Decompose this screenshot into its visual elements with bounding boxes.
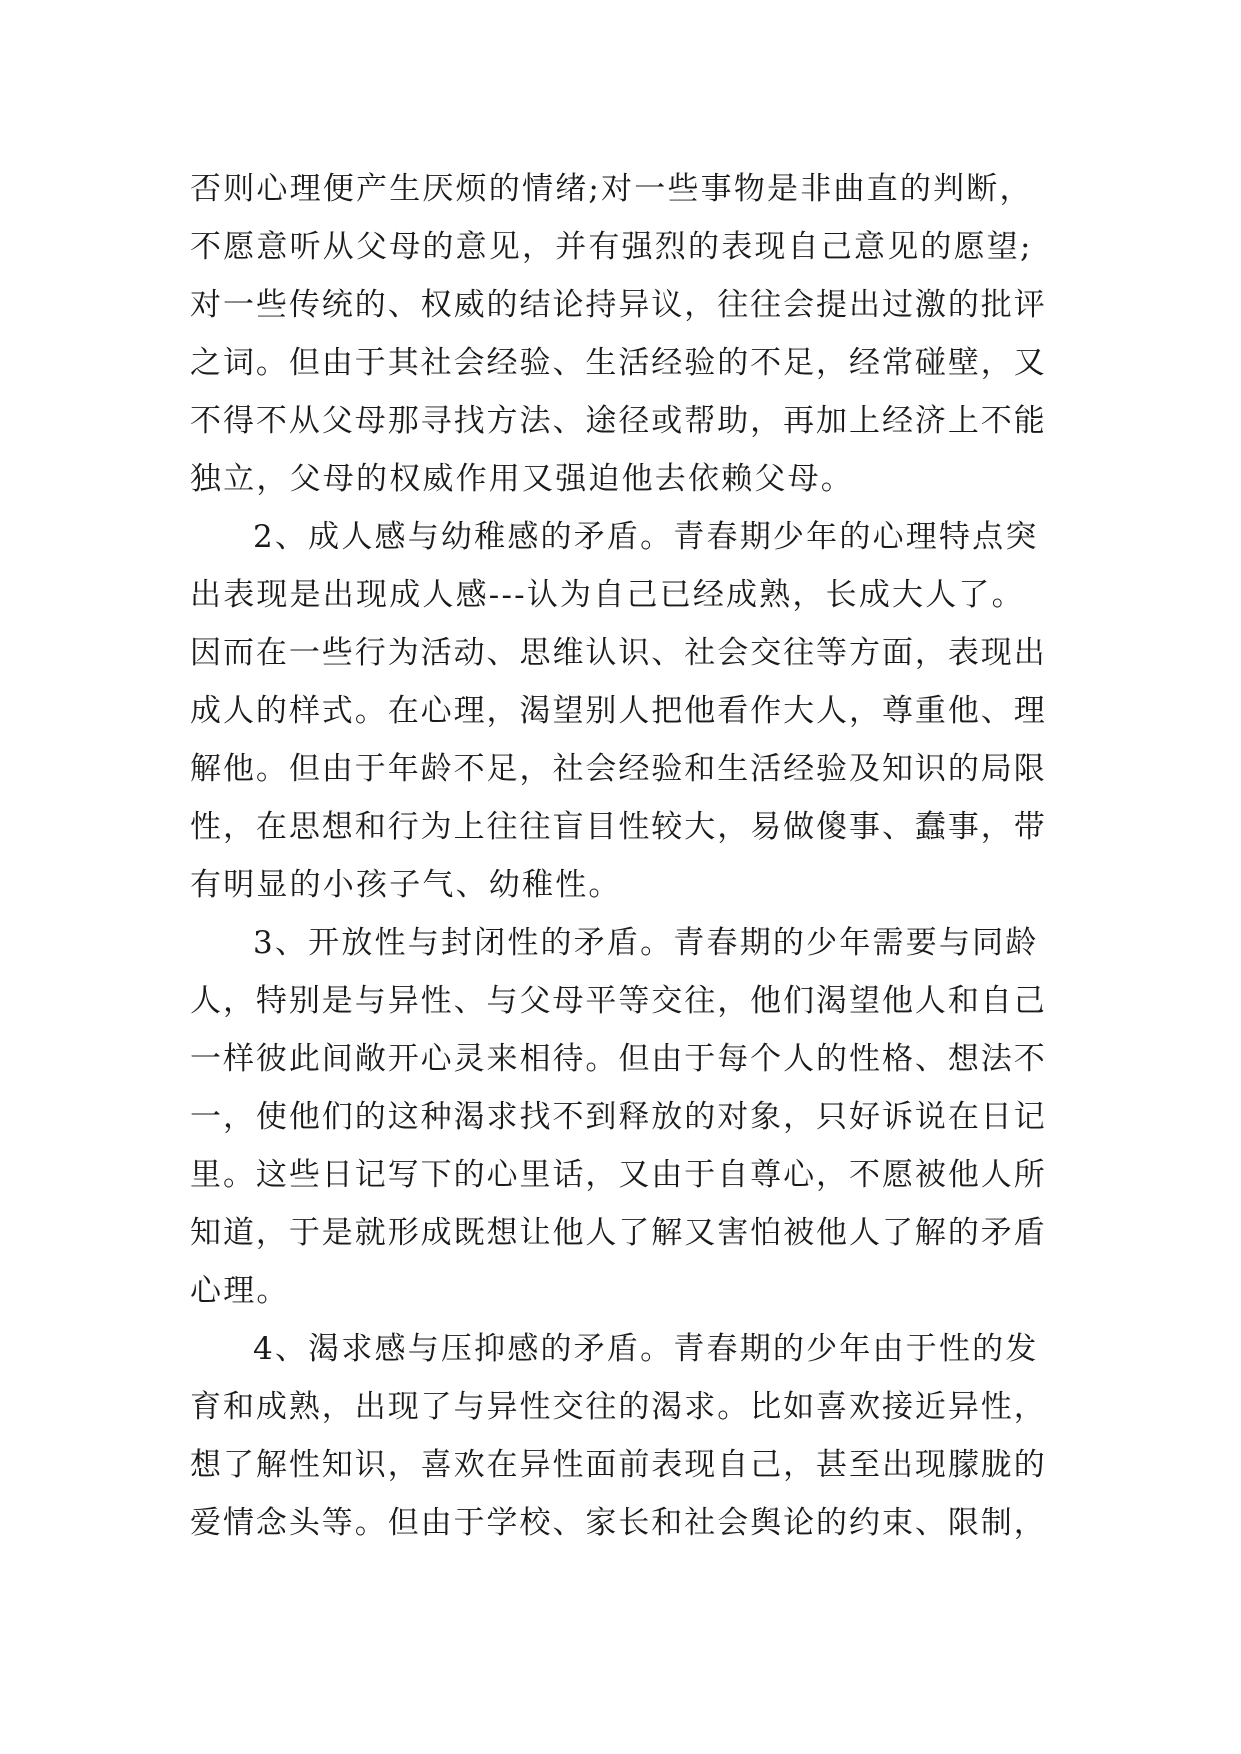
text-line: 出表现是出现成人感---认为自己已经成熟，长成大人了。 bbox=[190, 577, 1025, 613]
text-line: 人，特别是与异性、与父母平等交往，他们渴望他人和自己 bbox=[190, 983, 1047, 1019]
text-line: 因而在一些行为活动、思维认识、社会交往等方面，表现出 bbox=[190, 635, 1047, 671]
text-line: 爱情念头等。但由于学校、家长和社会舆论的约束、限制， bbox=[190, 1505, 1047, 1541]
text-line: 一样彼此间敞开心灵来相待。但由于每个人的性格、想法不 bbox=[190, 1041, 1047, 1077]
text-line: 一，使他们的这种渴求找不到释放的对象，只好诉说在日记 bbox=[190, 1099, 1047, 1135]
text-line: 有明显的小孩子气、幼稚性。 bbox=[190, 867, 622, 903]
paragraph-first-line: 2、成人感与幼稚感的矛盾。青春期少年的心理特点突 bbox=[253, 519, 1039, 555]
text-line: 育和成熟，出现了与异性交往的渴求。比如喜欢接近异性， bbox=[190, 1389, 1047, 1425]
text-line: 否则心理便产生厌烦的情绪;对一些事物是非曲直的判断， bbox=[190, 171, 1033, 207]
text-line: 解他。但由于年龄不足，社会经验和生活经验及知识的局限 bbox=[190, 751, 1047, 787]
text-line: 想了解性知识，喜欢在异性面前表现自己，甚至出现朦胧的 bbox=[190, 1447, 1047, 1483]
text-line: 成人的样式。在心理，渴望别人把他看作大人，尊重他、理 bbox=[190, 693, 1047, 729]
body-text bbox=[190, 160, 1050, 1552]
text-line: 独立，父母的权威作用又强迫他去依赖父母。 bbox=[190, 461, 854, 497]
text-line: 之词。但由于其社会经验、生活经验的不足，经常碰壁，又 bbox=[190, 345, 1047, 381]
text-line: 对一些传统的、权威的结论持异议，往往会提出过激的批评 bbox=[190, 287, 1047, 323]
text-line: 知道，于是就形成既想让他人了解又害怕被他人了解的矛盾 bbox=[190, 1215, 1047, 1251]
paragraph-first-line: 4、渴求感与压抑感的矛盾。青春期的少年由于性的发 bbox=[253, 1331, 1039, 1367]
text-line: 里。这些日记写下的心里话，又由于自尊心，不愿被他人所 bbox=[190, 1157, 1047, 1193]
text-line: 不愿意听从父母的意见，并有强烈的表现自己意见的愿望; bbox=[190, 229, 1033, 265]
text-line: 性，在思想和行为上往往盲目性较大，易做傻事、蠢事，带 bbox=[190, 809, 1047, 845]
paragraph-first-line: 3、开放性与封闭性的矛盾。青春期的少年需要与同龄 bbox=[253, 925, 1039, 961]
text-line: 不得不从父母那寻找方法、途径或帮助，再加上经济上不能 bbox=[190, 403, 1047, 439]
text-line: 心理。 bbox=[190, 1273, 290, 1309]
